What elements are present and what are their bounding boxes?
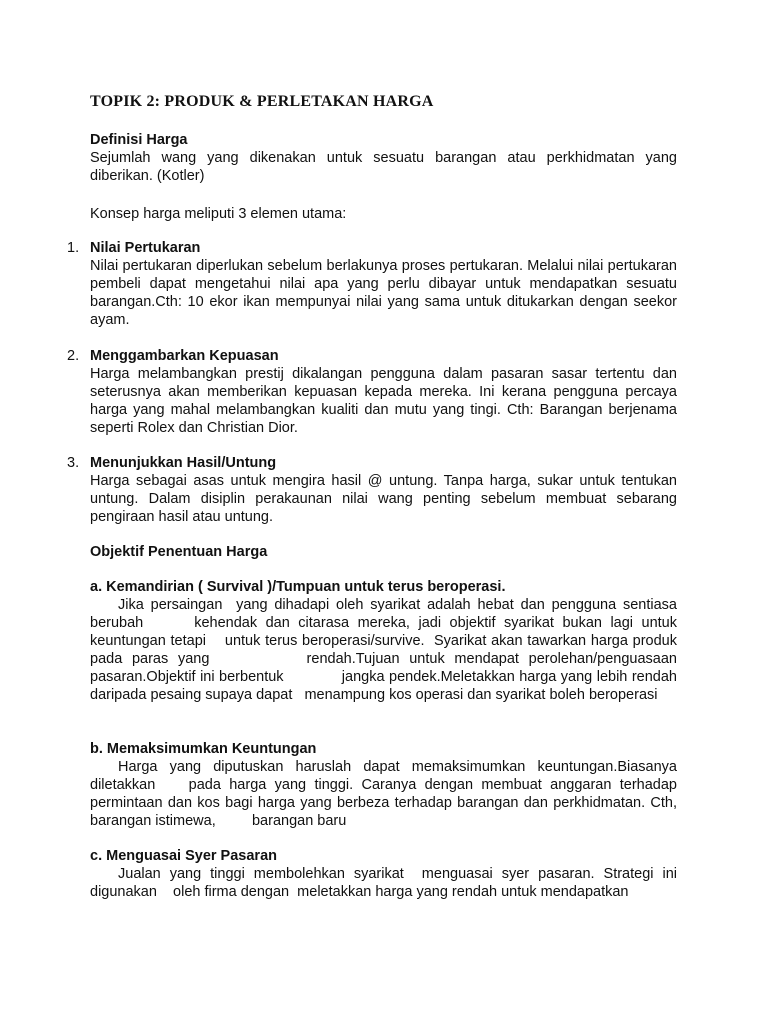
element-heading: Menggambarkan Kepuasan [90,348,279,364]
element-1 [90,239,677,329]
element-number: 1. [67,240,80,256]
element-number: 3. [67,455,80,471]
element-3 [90,454,677,526]
objektif-heading-block [90,543,677,561]
objektif-item-b [90,740,682,830]
element-heading: Menunjukkan Hasil/Untung [90,455,277,471]
element-2 [90,347,677,437]
definisi-text: Sejumlah wang yang dikenakan untuk sesuatu barangan atau perkhidmatan yang diberikan. (Kotler) [90,150,677,184]
element-number: 2. [67,348,80,364]
intro-paragraph: Konsep harga meliputi 3 elemen utama: [90,206,347,222]
objektif-heading: Objektif Penentuan Harga [90,544,268,560]
element-heading: Nilai Pertukaran [90,240,201,256]
objektif-item-c [90,847,682,901]
objektif-item-heading: a. Kemandirian ( Survival )/Tumpuan untuk terus beroperasi. [90,579,506,595]
element-text: Harga melambangkan prestij dikalangan pengguna dalam pasaran sasar tertentu dan seterusnya akan memberikan kepuasan kepada mereka. Ini kerana pengguna percaya harga yang mahal melambangkan kualiti dan mutu yang tingi. Cth: Barangan berjenama seperti Rolex dan Christian Dior. [90,366,677,436]
objektif-item-text: Jualan yang tinggi membolehkan syarikat menguasai syer pasaran. Strategi ini digunakan oleh firma dengan meletakkan harga yang rendah untuk mendapatkan [90,866,682,900]
objektif-item-text: Jika persaingan yang dihadapi oleh syarikat adalah hebat dan pengguna sentiasa berubah kehendak dan citarasa mereka, jadi objektif syarikat bukan lagi untuk keuntungan tetapi untuk terus beroperasi/survive. Syarikat akan tawarkan harga produk pada paras yang rendah.Tujuan untuk mendapat perolehan/penguasaan pasaran.Objektif ini berbentuk jangka pendek.Meletakkan harga yang lebih rendah daripada pesaing supaya dapat menampung kos operasi dan syarikat boleh beroperasi [90,597,682,703]
objektif-item-a [90,578,682,704]
intro-text [90,205,677,223]
objektif-item-heading: b. Memaksimumkan Keuntungan [90,741,317,757]
definisi-section [90,131,677,185]
objektif-item-text: Harga yang diputuskan haruslah dapat memaksimumkan keuntungan.Biasanya diletakkan pada harga yang tinggi. Caranya dengan membuat anggaran terhadap permintaan dan kos bagi harga yang berbeza terhadap barangan dan perkhidmatan. Cth, barangan istimewa, barangan baru [90,759,682,829]
element-text: Nilai pertukaran diperlukan sebelum berlakunya proses pertukaran. Melalui nilai pertukaran pembeli dapat mengetahui nilai apa yang perlu dibayar untuk mendapatkan sesuatu barangan.Cth: 10 ekor ikan mempunyai nilai yang sama untuk ditukarkan dengan seekor ayam. [90,258,677,328]
document-title: TOPIK 2: PRODUK & PERLETAKAN HARGA [90,93,434,110]
objektif-item-heading: c. Menguasai Syer Pasaran [90,848,277,864]
definisi-heading: Definisi Harga [90,132,188,148]
element-text: Harga sebagai asas untuk mengira hasil @ untung. Tanpa harga, sukar untuk tentukan untung. Dalam disiplin perakaunan nilai wang penting sebelum membuat sebarang pengiraan hasil atau untung. [90,473,677,525]
